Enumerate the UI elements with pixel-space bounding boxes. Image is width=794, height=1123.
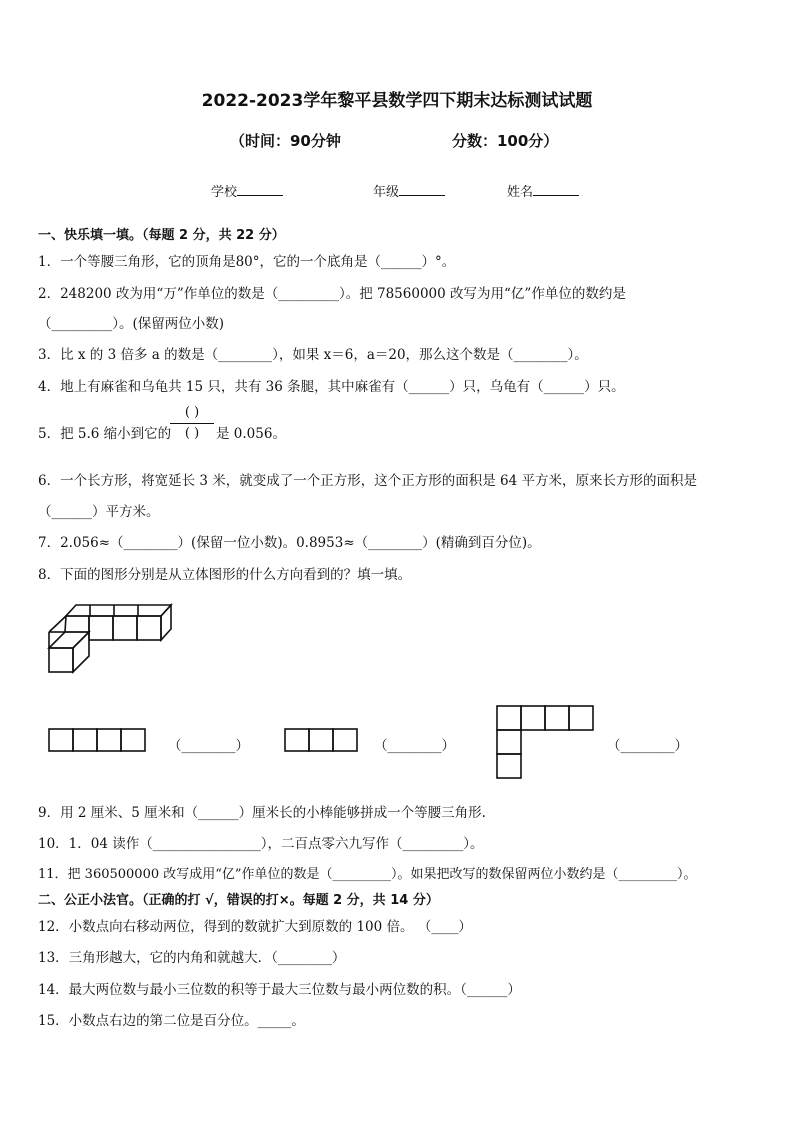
question-14: 14．最大两位数与最小三位数的积等于最大三位数与最小两位数的积。（______） — [38, 982, 521, 998]
question-10: 10．1．04 读作（________________），二百点零六九写作（_________）。 — [38, 836, 484, 852]
question-12: 12．小数点向右移动两位，得到的数就扩大到原数的 100 倍。 （____） — [38, 919, 472, 935]
section1-heading: 一、快乐填一填。（每题 2 分，共 22 分） — [38, 228, 285, 243]
question-8-blank-2[interactable]: （________） — [374, 738, 455, 754]
question-7: 7．2.056≈（________）(保留一位小数)。0.8953≈（________）(精确到百分位)。 — [38, 535, 541, 551]
question-3: 3．比 x 的 3 倍多 a 的数是（________），如果 x＝6，a＝20，那么这个数是（________）。 — [38, 347, 588, 363]
back-cube-4 — [137, 616, 161, 640]
fraction-numerator: ( ) — [184, 405, 200, 420]
question-4: 4．地上有麻雀和乌龟共 15 只，共有 36 条腿，其中麻雀有（______）只，乌龟有（______）只。 — [38, 379, 625, 395]
view-figure-3 — [497, 706, 593, 778]
question-11: 11．把 360500000 改写成用“亿”作单位的数是（_________）。如果把改写的数保留两位小数约是（_________）。 — [38, 867, 697, 882]
right-side-face — [161, 605, 171, 640]
score-label: 分数：100分） — [452, 132, 559, 150]
question-9: 9．用 2 厘米、5 厘米和（______）厘米长的小棒能够拼成一个等腰三角形. — [38, 805, 486, 821]
school-label: 学校 — [211, 185, 238, 200]
question-5-prefix: 5．把 5.6 缩小到它的 — [38, 426, 172, 442]
question-6b: （______）平方米。 — [38, 504, 160, 520]
grade-label: 年级 — [373, 185, 400, 200]
hidden-cube-top — [65, 616, 89, 632]
back-cube-2 — [89, 616, 113, 640]
front-cube-side — [73, 632, 89, 672]
question-15: 15．小数点右边的第二位是百分位。_____。 — [38, 1013, 305, 1029]
question-2a: 2．248200 改为用“万”作单位的数是（_________）。把 78560000 改写为用“亿”作单位的数约是 — [38, 286, 626, 302]
question-1: 1．一个等腰三角形，它的顶角是80°，它的一个底角是（______）°。 — [38, 254, 456, 270]
question-8: 8．下面的图形分别是从立体图形的什么方向看到的？填一填。 — [38, 567, 412, 583]
cube-solid-figure — [49, 605, 171, 672]
back-top-face — [66, 605, 171, 616]
question-5-suffix: 是 0.056。 — [216, 426, 286, 442]
back-cube-3 — [113, 616, 137, 640]
fraction-denominator: ( ) — [184, 426, 200, 441]
question-6a: 6．一个长方形，将宽延长 3 米，就变成了一个正方形，这个正方形的面积是 64 平方米，原来长方形的面积是 — [38, 473, 698, 489]
front-cube-top — [49, 632, 89, 648]
question-2b: （_________）。(保留两位小数) — [38, 316, 225, 332]
front-cube-face — [49, 648, 73, 672]
page-title: 2022-2023学年黎平县数学四下期末达标测试试题 — [201, 91, 593, 111]
view-figure-2 — [285, 729, 357, 751]
view-figure-1 — [49, 729, 145, 751]
question-8-blank-1[interactable]: （________） — [168, 738, 249, 754]
name-label: 姓名 — [507, 185, 534, 200]
question-8-blank-3[interactable]: （________） — [607, 738, 688, 754]
section2-heading: 二、公正小法官。（正确的打 √，错误的打×。每题 2 分，共 14 分） — [38, 893, 439, 908]
time-label: （时间：90分钟 — [230, 132, 341, 150]
question-13: 13．三角形越大，它的内角和就越大．（________） — [38, 950, 346, 966]
